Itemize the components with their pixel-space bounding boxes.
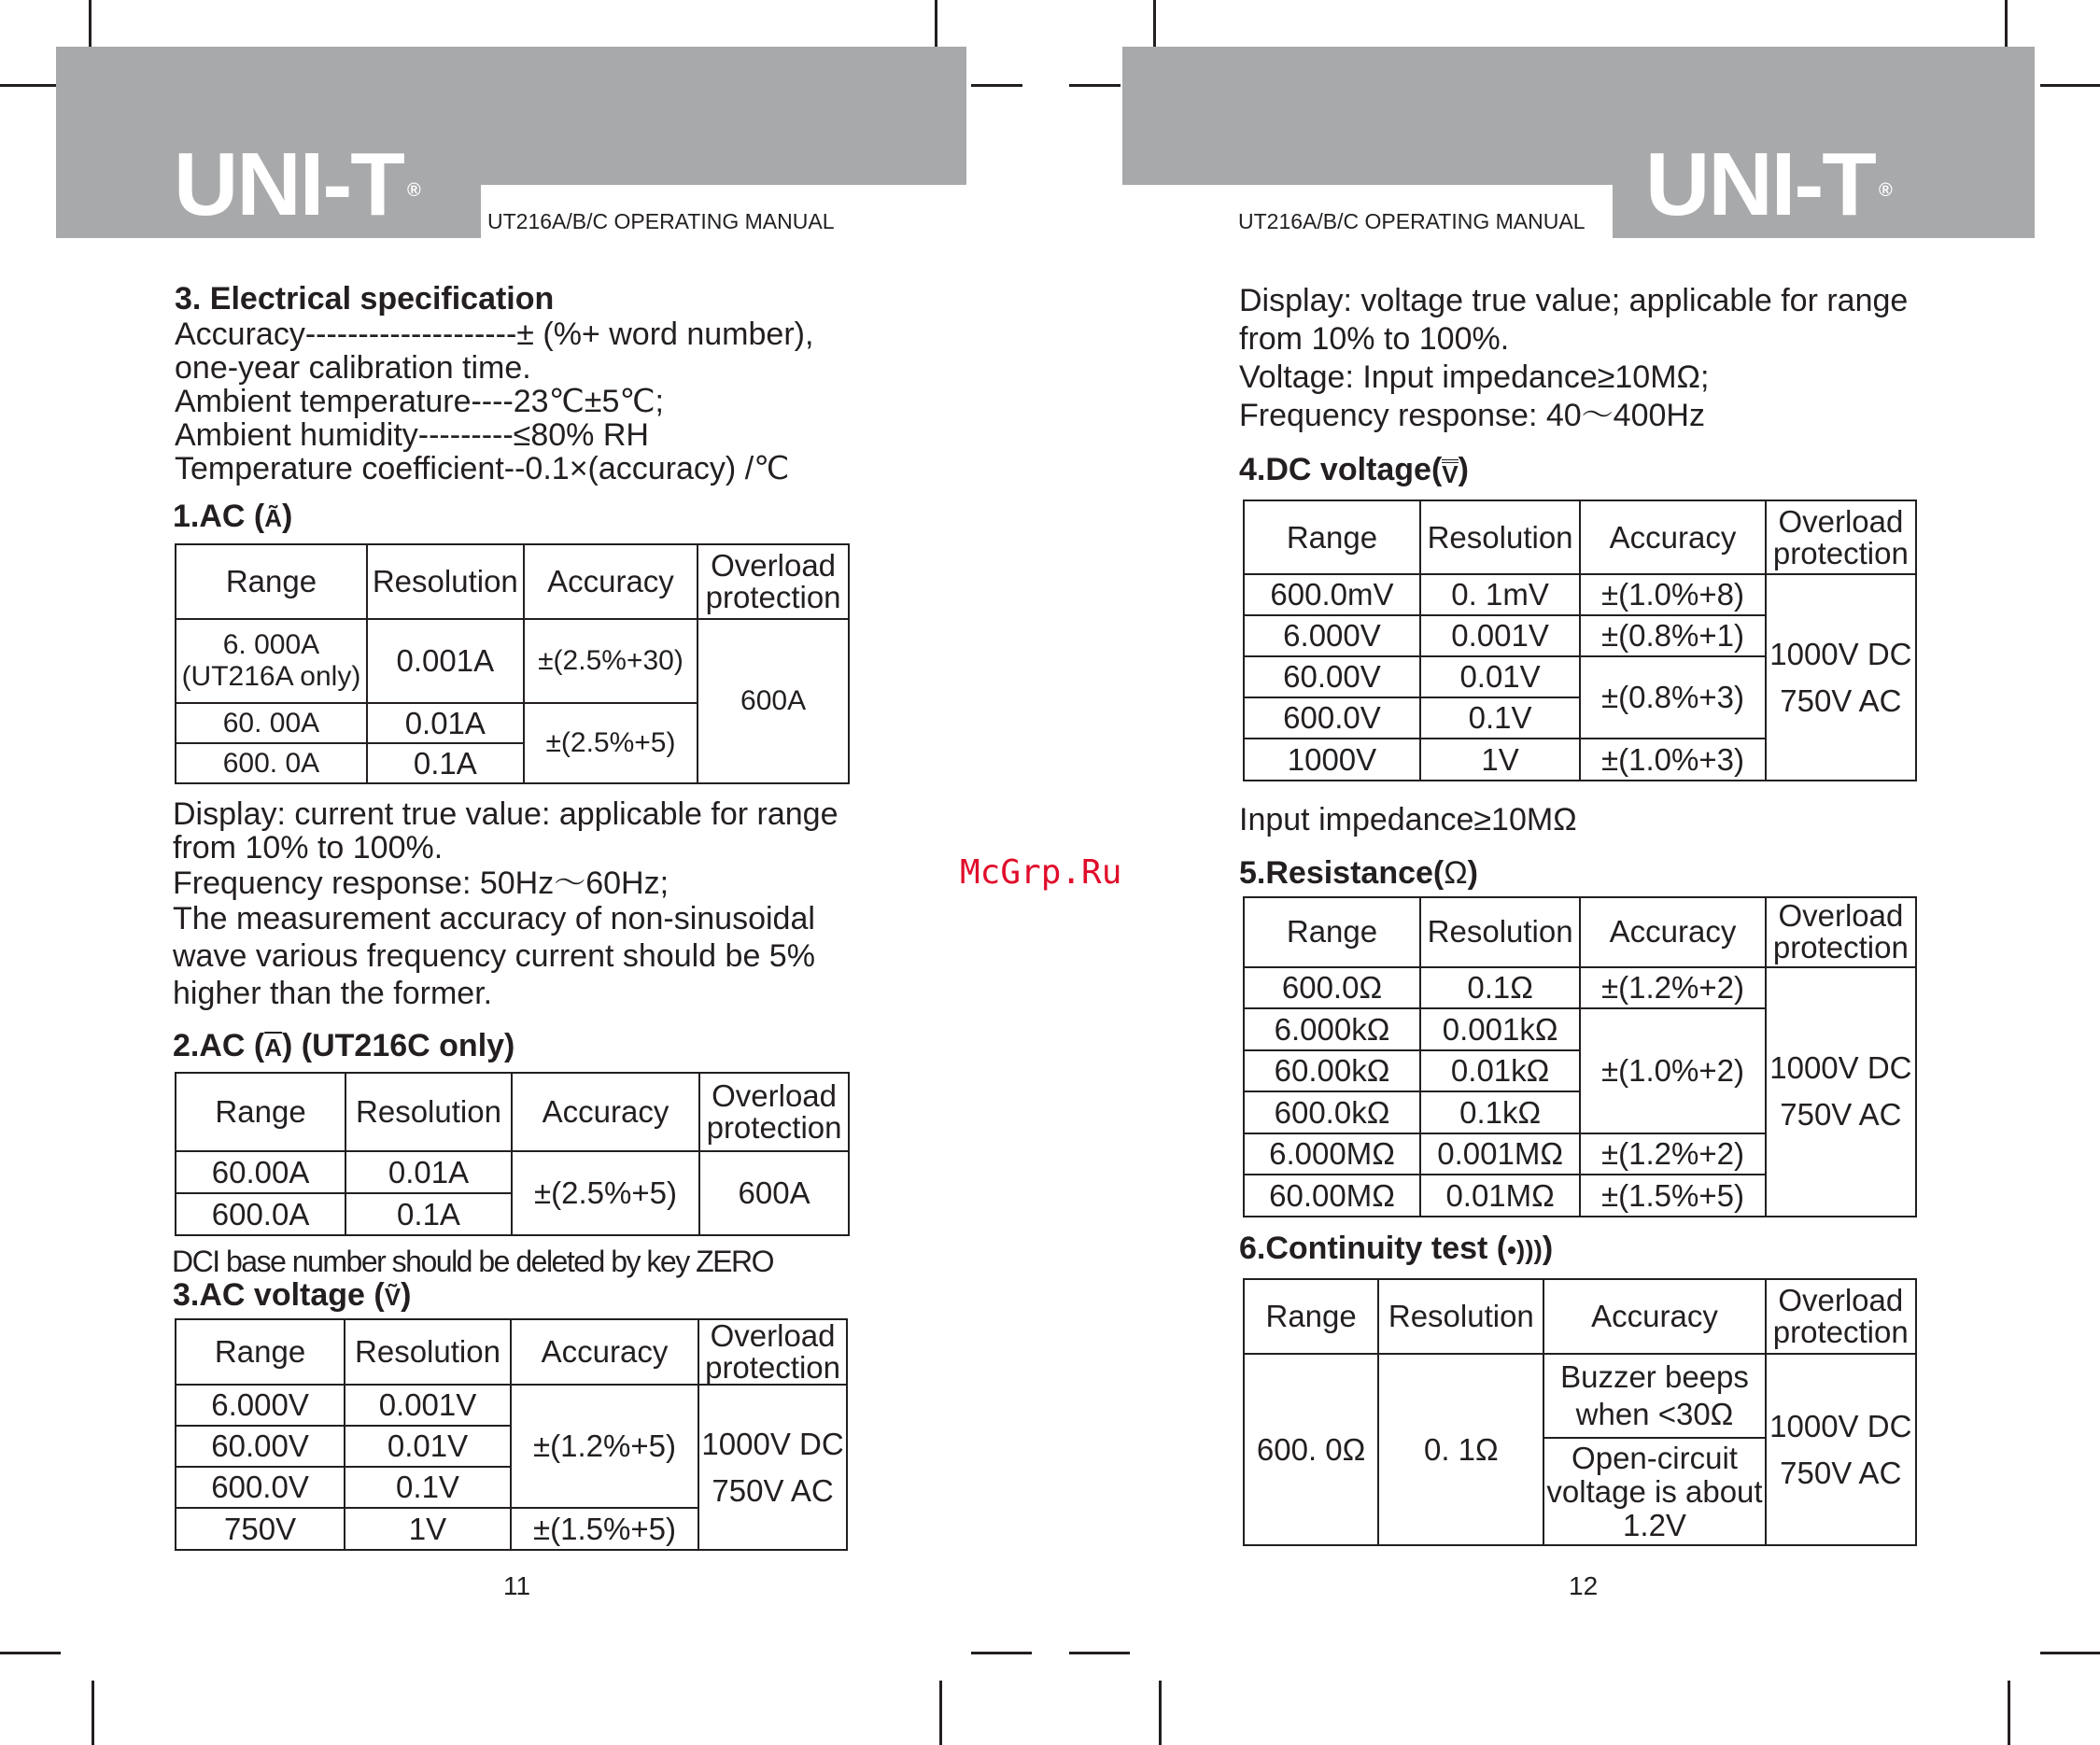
watermark: McGrp.Ru	[960, 853, 1122, 892]
right-header-band	[1122, 47, 2035, 185]
note-line: wave various frequency current should be 5%	[173, 938, 815, 974]
header-overload: Overload protection	[699, 1073, 849, 1151]
header-accuracy: Accuracy	[1543, 1279, 1765, 1354]
header-resolution: Resolution	[367, 544, 524, 619]
header-range: Range	[1244, 1279, 1378, 1354]
header-resolution: Resolution	[345, 1073, 512, 1151]
resistance-title: 5.Resistance(Ω)	[1239, 855, 1478, 891]
continuity-title: 6.Continuity test (•))))	[1239, 1231, 1554, 1266]
crop-mark	[92, 1681, 94, 1745]
right-intro	[1239, 282, 1908, 435]
accuracy-cell: ±(2.5%+30)	[524, 619, 698, 703]
accuracy-cell: ±(1.0%+8)	[1580, 574, 1766, 615]
ac-current-notes	[173, 797, 839, 1010]
accuracy-cell: ±(1.5%+5)	[1580, 1175, 1766, 1217]
resolution-cell: 0.01MΩ	[1420, 1175, 1580, 1217]
note-line: higher than the former.	[173, 976, 493, 1011]
accuracy-cell: ±(1.0%+2)	[1580, 1008, 1766, 1133]
ac-voltage-title: 3.AC voltage (Ṽ)	[173, 1277, 412, 1313]
resolution-cell: 0.1V	[1420, 697, 1580, 739]
accuracy-cell: ±(1.2%+2)	[1580, 1133, 1766, 1175]
resolution-cell: 0. 1mV	[1420, 574, 1580, 615]
crop-mark	[0, 84, 56, 87]
resolution-cell: 0.01kΩ	[1420, 1050, 1580, 1092]
accuracy-cell: ±(0.8%+3)	[1580, 656, 1766, 739]
intro-line: Ambient temperature----23℃±5℃;	[175, 384, 664, 419]
header-resolution: Resolution	[1420, 500, 1580, 574]
resolution-cell: 0.01V	[345, 1426, 511, 1467]
overload-cell: 600A	[698, 619, 849, 783]
range-cell: 6.000V	[1244, 615, 1420, 656]
range-cell: 600.0mV	[1244, 574, 1420, 615]
range-cell: 60.00V	[176, 1426, 345, 1467]
range-cell: 600. 0A	[176, 743, 367, 783]
intro-line: Temperature coefficient--0.1×(accuracy) /℃	[175, 451, 790, 486]
header-range: Range	[1244, 500, 1420, 574]
page-number-right: 12	[1569, 1571, 1599, 1600]
ac-current-table	[175, 543, 850, 784]
header-resolution: Resolution	[345, 1319, 511, 1385]
ac-current-title: 1.AC (Ã)	[173, 499, 293, 534]
resolution-cell: 0.1V	[345, 1467, 511, 1508]
overload-cell: 1000V DC 750V AC	[1766, 1354, 1916, 1545]
range-cell: 1000V	[1244, 739, 1420, 781]
intro-line: Voltage: Input impedance≥10MΩ;	[1239, 359, 1710, 395]
crop-mark	[2040, 84, 2100, 87]
resolution-cell: 0. 1Ω	[1378, 1354, 1543, 1545]
accuracy-cell: ±(0.8%+1)	[1580, 615, 1766, 656]
crop-mark	[935, 0, 937, 47]
header-overload: Overload protection	[1766, 500, 1916, 574]
header-overload: Overload protection	[1766, 1279, 1916, 1354]
range-cell: 600.0V	[1244, 697, 1420, 739]
range-cell: 6.000MΩ	[1244, 1133, 1420, 1175]
header-range: Range	[176, 1319, 345, 1385]
header-accuracy: Accuracy	[511, 1319, 698, 1385]
header-accuracy: Accuracy	[524, 544, 698, 619]
crop-mark	[939, 1681, 942, 1745]
overload-cell: 600A	[699, 1151, 849, 1235]
crop-mark	[971, 1652, 1032, 1654]
input-impedance-note: Input impedance≥10MΩ	[1239, 802, 1577, 837]
range-cell: 60.00A	[176, 1151, 345, 1193]
right-manual-title: UT216A/B/C OPERATING MANUAL	[1238, 209, 1586, 233]
resolution-cell: 0.001V	[1420, 615, 1580, 656]
range-cell: 600.0kΩ	[1244, 1091, 1420, 1133]
crop-mark	[2040, 1652, 2100, 1654]
ac-current-c-table	[175, 1072, 850, 1236]
resolution-cell: 0.01A	[345, 1151, 512, 1193]
resolution-cell: 1V	[1420, 739, 1580, 781]
overload-cell: 1000V DC 750V AC	[698, 1385, 847, 1550]
resolution-cell: 0.001A	[367, 619, 524, 703]
range-cell: 600.0V	[176, 1467, 345, 1508]
header-overload: Overload protection	[698, 1319, 847, 1385]
overload-cell: 1000V DC 750V AC	[1766, 574, 1916, 781]
header-accuracy: Accuracy	[512, 1073, 699, 1151]
note-line: Display: current true value: applicable for range	[173, 796, 839, 832]
section-title: 3. Electrical specification	[175, 281, 555, 317]
range-cell: 600.0Ω	[1244, 967, 1420, 1009]
resistance-table	[1243, 896, 1917, 1217]
range-cell: 750V	[176, 1508, 345, 1550]
intro-line: one-year calibration time.	[175, 350, 531, 386]
accuracy-cell: Buzzer beeps when <30Ω	[1543, 1354, 1765, 1438]
crop-mark	[89, 0, 92, 47]
resolution-cell: 0.001kΩ	[1420, 1008, 1580, 1050]
header-overload: Overload protection	[1766, 897, 1916, 967]
ac-current-icon: Ã	[264, 504, 283, 533]
crop-mark	[1159, 1681, 1162, 1745]
dc-voltage-table	[1243, 500, 1917, 781]
crop-mark	[1069, 84, 1120, 87]
resolution-cell: 0.001V	[345, 1385, 511, 1426]
resistance-icon: Ω	[1444, 855, 1468, 891]
left-manual-title: UT216A/B/C OPERATING MANUAL	[487, 209, 835, 233]
range-cell: 600. 0Ω	[1244, 1354, 1378, 1545]
note-line: The measurement accuracy of non-sinusoidal	[173, 901, 815, 936]
dc-voltage-icon: V	[1442, 460, 1459, 489]
continuity-buzzer-icon: •)))	[1507, 1235, 1543, 1264]
crop-mark	[1069, 1652, 1130, 1654]
header-range: Range	[176, 544, 367, 619]
resolution-cell: 0.1A	[367, 743, 524, 783]
crop-mark	[0, 1652, 61, 1654]
resolution-cell: 0.001MΩ	[1420, 1133, 1580, 1175]
ac-voltage-table	[175, 1318, 848, 1551]
accuracy-cell: Open-circuit voltage is about 1.2V	[1543, 1438, 1765, 1545]
header-range: Range	[1244, 897, 1420, 967]
header-resolution: Resolution	[1378, 1279, 1543, 1354]
note-line: Frequency response: 50Hz～60Hz;	[173, 865, 669, 901]
note-line: from 10% to 100%.	[173, 830, 444, 865]
dc-voltage-title: 4.DC voltage(V)	[1239, 452, 1469, 489]
range-cell: 60.00kΩ	[1244, 1050, 1420, 1092]
range-cell: 600.0A	[176, 1193, 345, 1235]
spec-intro	[175, 317, 813, 486]
right-logo: UNI-T ®	[1645, 134, 1891, 234]
resolution-cell: 0.01V	[1420, 656, 1580, 697]
ac-current-c-icon: $\overline{A}$	[264, 1034, 283, 1062]
header-resolution: Resolution	[1420, 897, 1580, 967]
page-number-left: 11	[503, 1571, 531, 1600]
accuracy-cell: ±(1.2%+5)	[511, 1385, 698, 1508]
resolution-cell: 0.1A	[345, 1193, 512, 1235]
ac-current-c-title: 2.AC $(\overline{A})$ (UT216C only)	[173, 1028, 515, 1063]
range-cell: 60. 00A	[176, 703, 367, 743]
resolution-cell: 1V	[345, 1508, 511, 1550]
dci-note: DCI base number should be deleted by key ZERO	[172, 1245, 773, 1278]
crop-mark	[1153, 0, 1156, 47]
accuracy-cell: ±(2.5%+5)	[512, 1151, 699, 1235]
resolution-cell: 0.1kΩ	[1420, 1091, 1580, 1133]
accuracy-cell: ±(2.5%+5)	[524, 703, 698, 783]
crop-mark	[2005, 0, 2008, 47]
accuracy-cell: ±(1.5%+5)	[511, 1508, 698, 1550]
crop-mark	[2008, 1681, 2010, 1745]
intro-line: from 10% to 100%.	[1239, 321, 1510, 357]
accuracy-cell: ±(1.2%+2)	[1580, 967, 1766, 1009]
range-cell: 60.00MΩ	[1244, 1175, 1420, 1217]
resolution-cell: 0.01A	[367, 703, 524, 743]
intro-line: Frequency response: 40～400Hz	[1239, 398, 1705, 433]
intro-line: Ambient humidity---------≤80% RH	[175, 417, 649, 453]
left-logo: UNI-T ®	[174, 134, 419, 234]
header-overload: Overload protection	[698, 544, 849, 619]
range-cell: 6.000kΩ	[1244, 1008, 1420, 1050]
range-cell: 6.000V	[176, 1385, 345, 1426]
crop-mark	[971, 84, 1022, 87]
overload-cell: 1000V DC 750V AC	[1766, 967, 1916, 1217]
ac-voltage-icon: Ṽ	[384, 1283, 402, 1312]
continuity-table	[1243, 1278, 1917, 1546]
intro-line: Accuracy--------------------± (%+ word number),	[175, 317, 814, 352]
range-cell: 60.00V	[1244, 656, 1420, 697]
header-accuracy: Accuracy	[1580, 500, 1766, 574]
header-accuracy: Accuracy	[1580, 897, 1766, 967]
accuracy-cell: ±(1.0%+3)	[1580, 739, 1766, 781]
header-range: Range	[176, 1073, 345, 1151]
resolution-cell: 0.1Ω	[1420, 967, 1580, 1009]
intro-line: Display: voltage true value; applicable for range	[1239, 283, 1909, 318]
range-cell: 6. 000A (UT216A only)	[176, 619, 367, 703]
